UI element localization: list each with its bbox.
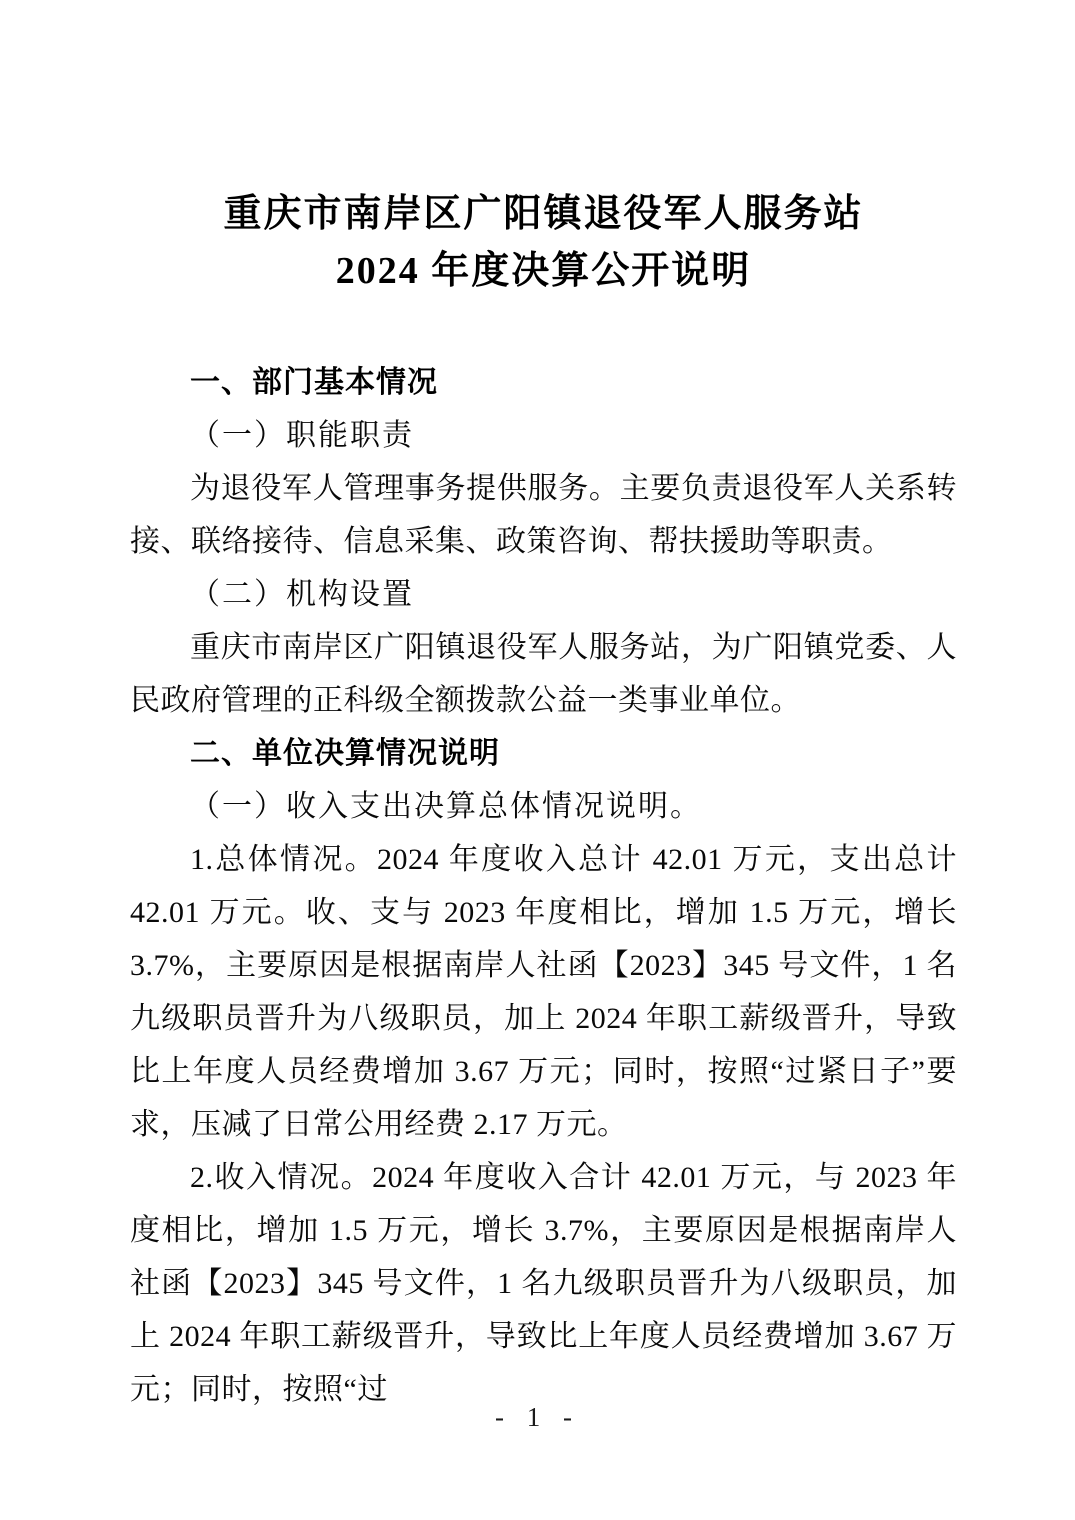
paragraph-income-situation: 2.收入情况。2024 年度收入合计 42.01 万元，与 2023 年度相比，增加 1.5 万元，增长 3.7%，主要原因是根据南岸人社函【2023】345 号文件，1 名九级职员晋升为八级职员，加上 2024 年职工薪级晋升，导致比上年度人员经费增加 3.67 万元；同时，按照“过 [130, 1161, 957, 1406]
title-line-1: 重庆市南岸区广阳镇退役军人服务站 [223, 193, 864, 235]
section-heading-basic-info: 一、部门基本情况 [190, 366, 438, 399]
paragraph-organization: 重庆市南岸区广阳镇退役军人服务站，为广阳镇党委、人民政府管理的正科级全额拨款公益一类事业单位。 [130, 631, 957, 717]
page-number: - 1 - [495, 1402, 580, 1432]
sub-heading-organization: （二）机构设置 [190, 578, 414, 611]
document-body [130, 356, 957, 1416]
paragraph-overall-situation: 1.总体情况。2024 年度收入总计 42.01 万元，支出总计 42.01 万元。收、支与 2023 年度相比，增加 1.5 万元，增长 3.7%，主要原因是根据南岸人社函【2023】345 号文件，1 名九级职员晋升为八级职员，加上 2024 年职工薪级晋升，导致比上年度人员经费增加 3.67 万元；同时，按照“过紧日子”要求，压减了日常公用经费 2.17 万元。 [130, 843, 957, 1141]
paragraph-functions: 为退役军人管理事务提供服务。主要负责退役军人关系转接、联络接待、信息采集、政策咨询、帮扶援助等职责。 [130, 472, 957, 558]
title-line-2: 2024 年度决算公开说明 [335, 250, 752, 292]
section-heading-final-accounts: 二、单位决算情况说明 [190, 737, 500, 770]
document-title [130, 186, 957, 300]
sub-heading-functions: （一）职能职责 [190, 419, 414, 452]
sub-heading-income-expenditure-overview: （一）收入支出决算总体情况说明。 [190, 790, 702, 823]
